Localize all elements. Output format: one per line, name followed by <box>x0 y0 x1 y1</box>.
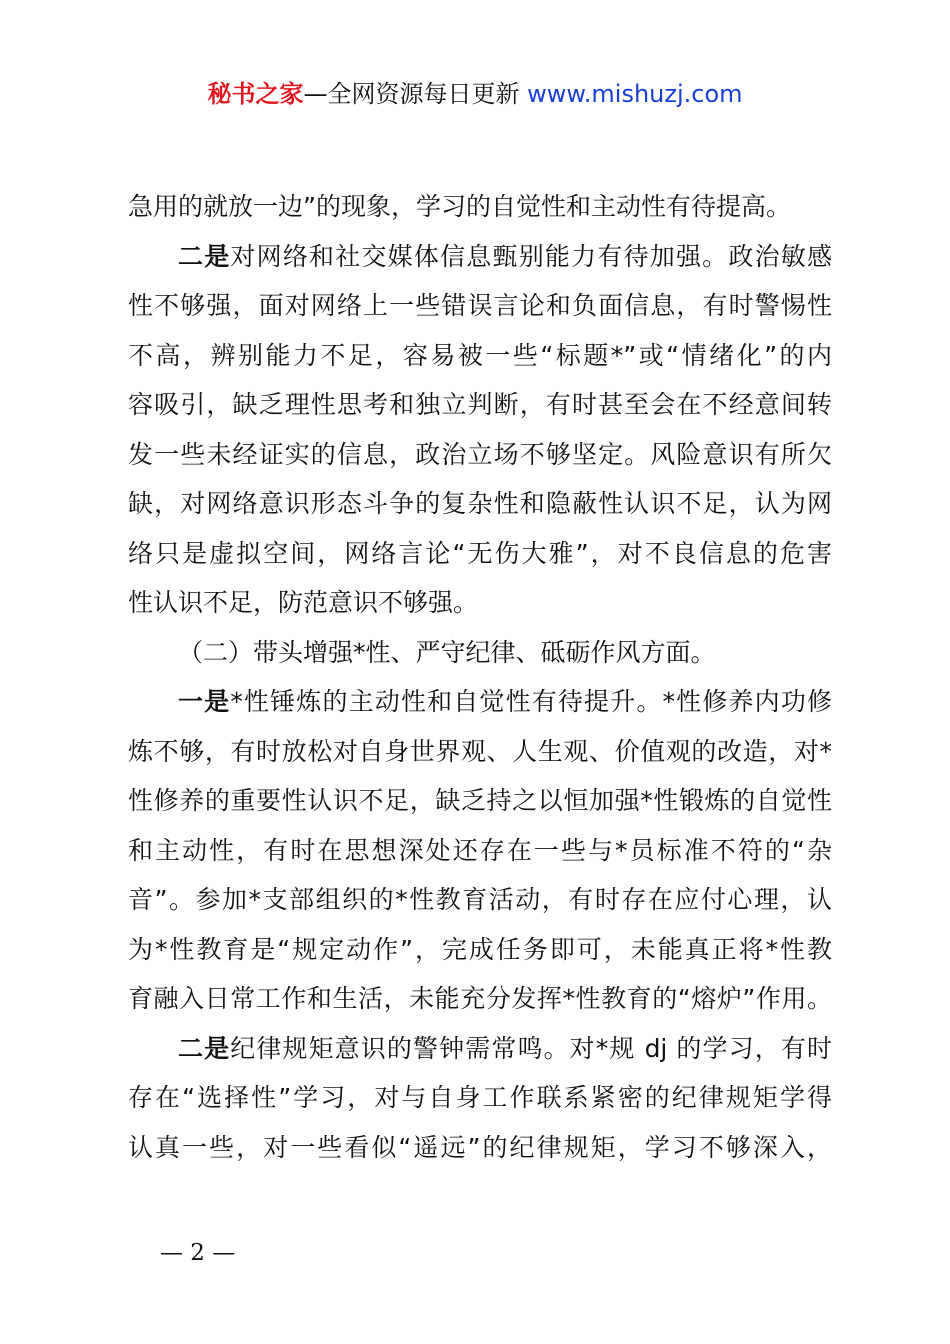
text-line <box>128 875 832 925</box>
text-line <box>128 479 832 529</box>
line-text: *性锤炼的主动性和自觉性有待提升。*性修养内功修 <box>230 687 832 716</box>
line-text: 不高，辨别能力不足，容易被一些“标题*”或“情绪化”的内 <box>128 340 832 370</box>
text-line <box>128 1073 832 1123</box>
line-text: 为*性教育是“规定动作”，完成任务即可，未能真正将*性教 <box>128 934 832 964</box>
site-header <box>0 76 950 112</box>
line-text: 炼不够，有时放松对自身世界观、人生观、价值观的改造，对* <box>128 736 832 766</box>
text-line <box>128 628 832 678</box>
line-text: 急用的就放一边”的现象，学习的自觉性和主动性有待提高。 <box>128 192 791 221</box>
line-text: 对网络和社交媒体信息甄别能力有待加强。政治敏感 <box>230 241 832 271</box>
text-line <box>128 776 832 826</box>
paragraph-lead: 二是 <box>178 1033 231 1063</box>
line-text: 络只是虚拟空间，网络言论“无伤大雅”，对不良信息的危害 <box>128 538 832 568</box>
text-line <box>128 974 832 1024</box>
text-line <box>128 281 832 331</box>
text-line <box>128 578 832 628</box>
site-slogan: —全网资源每日更新 <box>303 80 528 108</box>
text-line <box>128 380 832 430</box>
line-text: 发一些未经证实的信息，政治立场不够坚定。风险意识有所欠 <box>128 439 832 469</box>
text-line <box>128 430 832 480</box>
line-text: 缺，对网络意识形态斗争的复杂性和隐蔽性认识不足，认为网 <box>128 489 832 518</box>
line-text: 性不够强，面对网络上一些错误言论和负面信息，有时警惕性 <box>128 291 832 320</box>
text-line <box>128 826 832 876</box>
line-text: 容吸引，缺乏理性思考和独立判断，有时甚至会在不经意间转 <box>128 390 832 419</box>
paragraph-lead: 一是 <box>178 687 231 716</box>
text-line <box>128 182 832 232</box>
line-text: （二）带头增强*性、严守纪律、砥砺作风方面。 <box>178 637 716 667</box>
text-line <box>128 1024 832 1074</box>
text-line <box>128 1123 832 1173</box>
page-number: — 2 — <box>160 1240 236 1266</box>
text-line <box>128 925 832 975</box>
line-text: 和主动性，有时在思想深处还存在一些与*员标准不符的“杂 <box>128 835 832 865</box>
line-text: 音”。参加*支部组织的*性教育活动，有时存在应付心理，认 <box>128 885 832 914</box>
text-line <box>128 529 832 579</box>
line-text: 存在“选择性”学习，对与自身工作联系紧密的纪律规矩学得 <box>128 1083 832 1112</box>
text-line <box>128 232 832 282</box>
site-url[interactable]: www.mishuzj.com <box>527 80 743 108</box>
text-line <box>128 331 832 381</box>
line-text: 性认识不足，防范意识不够强。 <box>128 588 479 617</box>
line-text: 育融入日常工作和生活，未能充分发挥*性教育的“熔炉”作用。 <box>128 984 832 1013</box>
body-text <box>128 182 832 1172</box>
text-line <box>128 677 832 727</box>
paragraph-lead: 二是 <box>178 241 231 271</box>
line-text: 认真一些，对一些看似“遥远”的纪律规矩，学习不够深入， <box>128 1132 832 1162</box>
line-text: 性修养的重要性认识不足，缺乏持之以恒加强*性锻炼的自觉性 <box>128 786 832 815</box>
text-line <box>128 727 832 777</box>
site-name: 秘书之家 <box>207 80 304 108</box>
line-text: 纪律规矩意识的警钟需常鸣。对*规 dj 的学习，有时 <box>230 1033 832 1063</box>
